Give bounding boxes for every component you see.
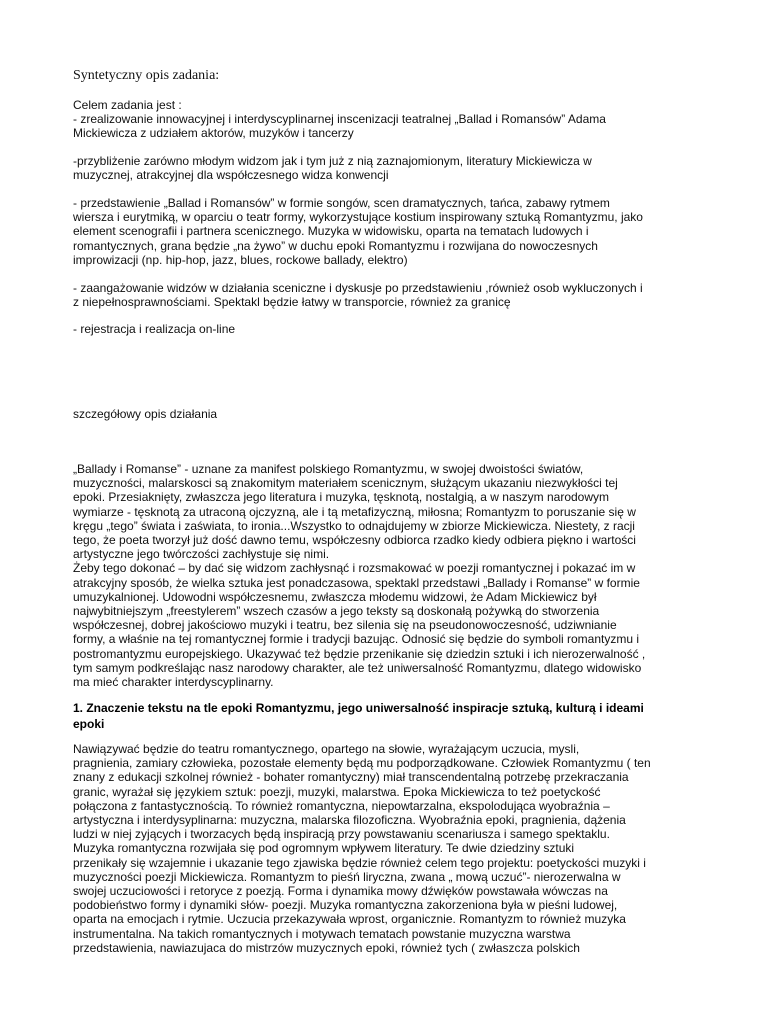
document-title: Syntetyczny opis zadania: <box>73 68 220 83</box>
goal-item-3: - przedstawienie „Ballad i Romansów” w formie songów, scen dramatycznych, tańca, zabawy rytmem wiersza i eurytmiką, w oparciu o teatr formy, wykorzystujące kostium inspirowany sztuką Romantyzmu, jako element scenografii i partnera scenicznego. Muzyka w widowisku, oparta na tematach ludowych i romantycznych, grana będzie „na żywo” w duchu epoki Romantyzmu i rozwijana do nowoczesnych improwizacji (np. hip-hop, jazz, blues, rockowe ballady, elektro) <box>73 196 643 267</box>
goal-item-2: -przybliżenie zarówno młodym widzom jak i tym już z nią zaznajomionym, literatury Mickiewicza w muzycznej, atrakcyjnej dla współczesnego widza konwencji <box>73 154 592 183</box>
goal-item-4: - zaangażowanie widzów w działania sceniczne i dyskusje po przedstawieniu ,również osob wykluczonych i z niepełnosprawnościami. Spektakl będzie łatwy w transporcie, również za granicę <box>73 281 643 310</box>
goal-item-1: - zrealizowanie innowacyjnej i interdyscyplinarnej inscenizacji teatralnej „Ballad i Romansów” Adama Mickiewicza z udziałem aktorów, muzyków i tancerzy <box>73 112 606 141</box>
paragraph-romantyzm: Nawiązywać będzie do teatru romantycznego, opartego na słowie, wyrażającym uczucia, mysli, pragnienia, zamiary człowieka, pozostałe elementy będą mu podporządkowane. Człowiek Romantyzmu ( ten znany z edukacji szkolnej również - bohater romantyczny) miał transcendentalną potrzebę przekraczania granic, wyrażał się językiem sztuk: poezji, muzyki, malarstwa. Epoka Mickiewicza to też poetyckość połączona z fantastycznością. To również romantyczna, niepowtarzalna, ekspolodująca wyobraźnia – artystyczna i interdysyplinarna: muzyczna, malarska filozoficzna. Wyobraźnia epoki, pragnienia, dążenia ludzi w niej zyjących i tworzacych będą inspiracją przy powstawaniu scenariusza i samego spektaklu. Muzyka romantyczna rozwijała się pod ogromnym wpływem literatury. Te dwie dziedziny sztuki przenikały się wzajemnie i ukazanie tego zjawiska będzie również celem tego projektu: poetyckości muzyki i muzyczności poezji Mickiewicza. Romantyzm to pieśń liryczna, zwana „ mową uczuć”- nierozerwalna w swojej uczuciowości i retoryce z poezją. Forma i dynamika mowy dźwięków powstawała wówczas na podobieństwo formy i dynamiki słów- poezji. Muzyka romantyczna zakorzeniona była w pieśni ludowej, oparta na emocjach i rytmie. Uczucia przekazywała wprost, organicznie. Romantyzm to również muzyka instrumentalna. Na takich romantycznych i motywach tematach powstanie muzyczna warstwa przedstawienia, nawiazujaca do mistrzów muzycznych epoki, również tych ( zwłaszcza polskich <box>73 742 651 955</box>
intro-lead: Celem zadania jest : <box>73 98 182 112</box>
section-heading-1: 1. Znaczenie tekstu na tle epoki Romantyzmu, jego uniwersalność inspiracje sztuką, kulturą i ideami epoki <box>73 701 644 731</box>
goal-item-5: - rejestracja i realizacja on-line <box>73 322 236 336</box>
paragraph-ballady: „Ballady i Romanse” - uznane za manifest polskiego Romantyzmu, w swojej dwoistości światów, muzyczności, malarskosci są znakomitym materiałem scenicznym, służącym ukazaniu niezwykłości tej epoki. Przesiaknięty, zwłaszcza jego literatura i muzyka, tęsknotą, nostalgią, a w naszym narodowym wymiarze - tęsknotą za utraconą ojczyzną, ale i tą metafizyczną, miłosna; Romantyzm to poruszanie się w kręgu „tego” świata i zaświata, to ironia...Wszystko to odnajdujemy w zbiorze Mickiewicza. Niestety, z racji tego, że poeta tworzył już dość dawno temu, współczesny odbiorca rzadko kiedy odbiera piękno i wartości artystyczne jego twórczości zachłystuje się nimi. Żeby tego dokonać – by dać się widzom zachłysnąć i rozsmakować w poezji romantycznej i pokazać im w atrakcyjny sposób, że wielka sztuka jest ponadczasowa, spektakl przedstawi „Ballady i Romanse” w formie umuzykalnionej. Udowodni współczesnemu, zwłaszcza młodemu widzowi, że Adam Mickiewicz był najwybitniejszym „freestylerem” wszech czasów a jego teksty są doskonałą pożywką do stworzenia współczesnej, dobrej jakościowo muzyki i teatru, bez silenia się na pseudonowoczesność, udziwnianie formy, a właśnie na tej romantycznej formie i tradycji bazując. Odnosić się będzie do symboli romantyzmu i postromantyzmu europejskiego. Ukazywać też będzie przenikanie się dziedzin sztuki i ich nierozerwalność , tym samym podkreślając nasz narodowy charakter, ale też uniwersalność Romantyzmu, dlatego widowisko ma mieć charakter interdyscyplinarny. <box>73 462 646 690</box>
details-heading: szczegółowy opis działania <box>73 407 218 421</box>
